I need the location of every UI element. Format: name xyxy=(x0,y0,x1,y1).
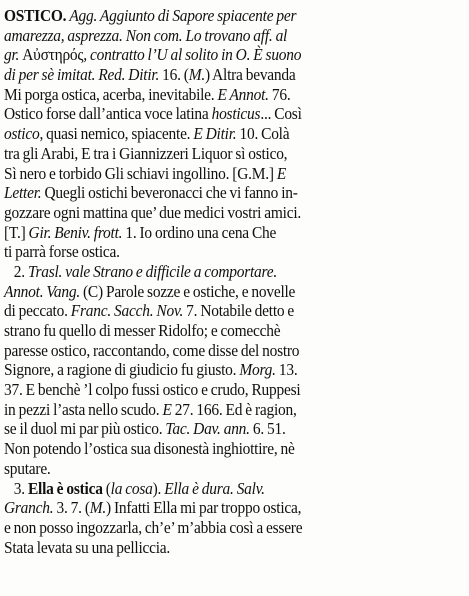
entry-line xyxy=(4,419,434,439)
text-run: sputare. xyxy=(4,458,51,478)
entry-line xyxy=(4,301,434,321)
italic-text: di per sè imitat. Red. Ditir. xyxy=(4,65,160,85)
italic-text: Morg. xyxy=(239,360,276,380)
entry-line xyxy=(4,360,434,380)
entry-line xyxy=(4,26,434,46)
entry-line xyxy=(4,45,434,65)
text-run: [T.] xyxy=(4,222,29,242)
text-run: ... Così xyxy=(260,104,302,124)
entry-line xyxy=(4,262,434,282)
text-run: ) Infatti Ella mi par troppo ostica, xyxy=(105,498,302,518)
text-run: 6. 51. xyxy=(249,419,286,439)
italic-text: Agg. Aggiunto di Sapore spiacente per xyxy=(69,6,297,25)
italic-text: E Ditir. xyxy=(193,124,237,144)
text-run: se il duol mi par più ostico. xyxy=(4,419,166,439)
text-run: 1. Io ordino una cena Che xyxy=(122,222,277,242)
text-run: paresse ostico, raccontando, come disse del nostro xyxy=(4,340,300,360)
italic-text: E Annot. xyxy=(217,84,269,104)
text-run: strano fu quello di messer Ridolfo; e comecchè xyxy=(4,321,281,340)
italic-text: Ella è dura. Salv. xyxy=(164,478,265,498)
text-run: in pezzi l’asta nello scudo. xyxy=(4,399,163,419)
italic-text: , contratto l’U al solito in O. È suono xyxy=(83,45,302,65)
entry-line xyxy=(4,282,434,302)
entry-line xyxy=(4,242,434,262)
entry-line xyxy=(4,439,434,459)
entry-line xyxy=(4,341,434,361)
italic-text: M. xyxy=(89,498,106,518)
entry-line xyxy=(4,459,434,479)
text-run: Quegli ostichi beveronacci che vi fanno in- xyxy=(41,183,298,203)
italic-text: gr. xyxy=(4,45,23,65)
text-run: ). xyxy=(152,478,165,498)
italic-text: Letter. xyxy=(4,183,42,203)
entry-line xyxy=(4,223,434,243)
text-run: di peccato. xyxy=(4,301,71,321)
text-run: 3. 7. ( xyxy=(53,498,90,518)
italic-text: amarezza, asprezza. Non com. Lo trovano aff. al xyxy=(4,25,288,45)
entry-line xyxy=(4,124,434,144)
text-run: 13. xyxy=(275,360,298,380)
bold-text: Ella è ostica xyxy=(27,478,103,498)
text-run: 76. xyxy=(268,84,291,104)
entry-line xyxy=(4,479,434,499)
text-run: 16. ( xyxy=(159,65,189,85)
text-run: tra gli Arabi, E tra i Giannizzeri Liquor sì ostico, xyxy=(4,143,288,163)
text-run: Stata levata su una pelliccia. xyxy=(4,537,171,557)
text-run: Sì nero e torbido Gli schiavi ingollino. [G.M.] xyxy=(4,163,277,183)
text-run: ti parrà forse ostica. xyxy=(4,242,120,262)
text-run: ) Altra bevanda xyxy=(204,65,296,85)
italic-text: M. xyxy=(188,65,205,85)
italic-text: ostico xyxy=(4,124,40,144)
italic-text: la cosa xyxy=(110,478,153,498)
entry-line xyxy=(4,321,434,341)
text-run: 3. xyxy=(4,478,28,498)
entry-line xyxy=(4,203,434,223)
dictionary-entry-ostico xyxy=(4,6,434,557)
italic-text: Annot. Vang. xyxy=(4,281,80,301)
entry-line xyxy=(4,144,434,164)
text-run: Mi porga ostica, acerba, inevitabile. xyxy=(4,84,218,104)
italic-text: E xyxy=(276,163,287,183)
text-run: 2. xyxy=(4,261,28,281)
entry-line xyxy=(4,518,434,538)
entry-line xyxy=(4,538,434,558)
italic-text: hosticus xyxy=(211,104,261,124)
entry-line xyxy=(4,498,434,518)
entry-line xyxy=(4,400,434,420)
text-run: 37. E benchè ’l colpo fussi ostico e crudo, Ruppesi xyxy=(4,380,301,400)
text-run: Ostico forse dall’antica voce latina xyxy=(4,104,212,124)
text-run: gozzare ogni mattina que’ due medici vostri amici. xyxy=(4,202,302,222)
entry-line xyxy=(4,164,434,184)
text-run: e non posso ingozzarla, ch’e’ m’abbia così a essere xyxy=(4,517,303,537)
entry-line xyxy=(4,6,434,26)
text-run: 27. 166. Ed è ragion, xyxy=(171,399,297,419)
text-run: , quasi nemico, spiacente. xyxy=(39,124,194,144)
text-run: Αὐστηρός xyxy=(22,45,84,65)
bold-text: OSTICO. xyxy=(4,6,67,25)
italic-text: Trasl. vale Strano e difficile a comportare. xyxy=(27,261,277,281)
entry-line xyxy=(4,65,434,85)
italic-text: E xyxy=(162,399,172,419)
italic-text: Tac. Dav. ann. xyxy=(165,419,250,439)
text-run: (C) Parole sozze e ostiche, e novelle xyxy=(79,281,296,301)
text-run: Non potendo l’ostica sua disonestà inghiottire, nè xyxy=(4,439,295,459)
entry-line xyxy=(4,85,434,105)
entry-line xyxy=(4,183,434,203)
text-run: ( xyxy=(102,478,111,498)
text-run: Signore, a ragione di giudicio fu giusto. xyxy=(4,360,240,380)
italic-text: Granch. xyxy=(4,498,54,518)
italic-text: Gir. Beniv. frott. xyxy=(28,222,123,242)
entry-line xyxy=(4,104,434,124)
text-run: 10. Colà xyxy=(236,124,290,144)
text-run: 7. Notabile detto e xyxy=(183,301,295,321)
entry-line xyxy=(4,380,434,400)
italic-text: Franc. Sacch. Nov. xyxy=(70,301,184,321)
